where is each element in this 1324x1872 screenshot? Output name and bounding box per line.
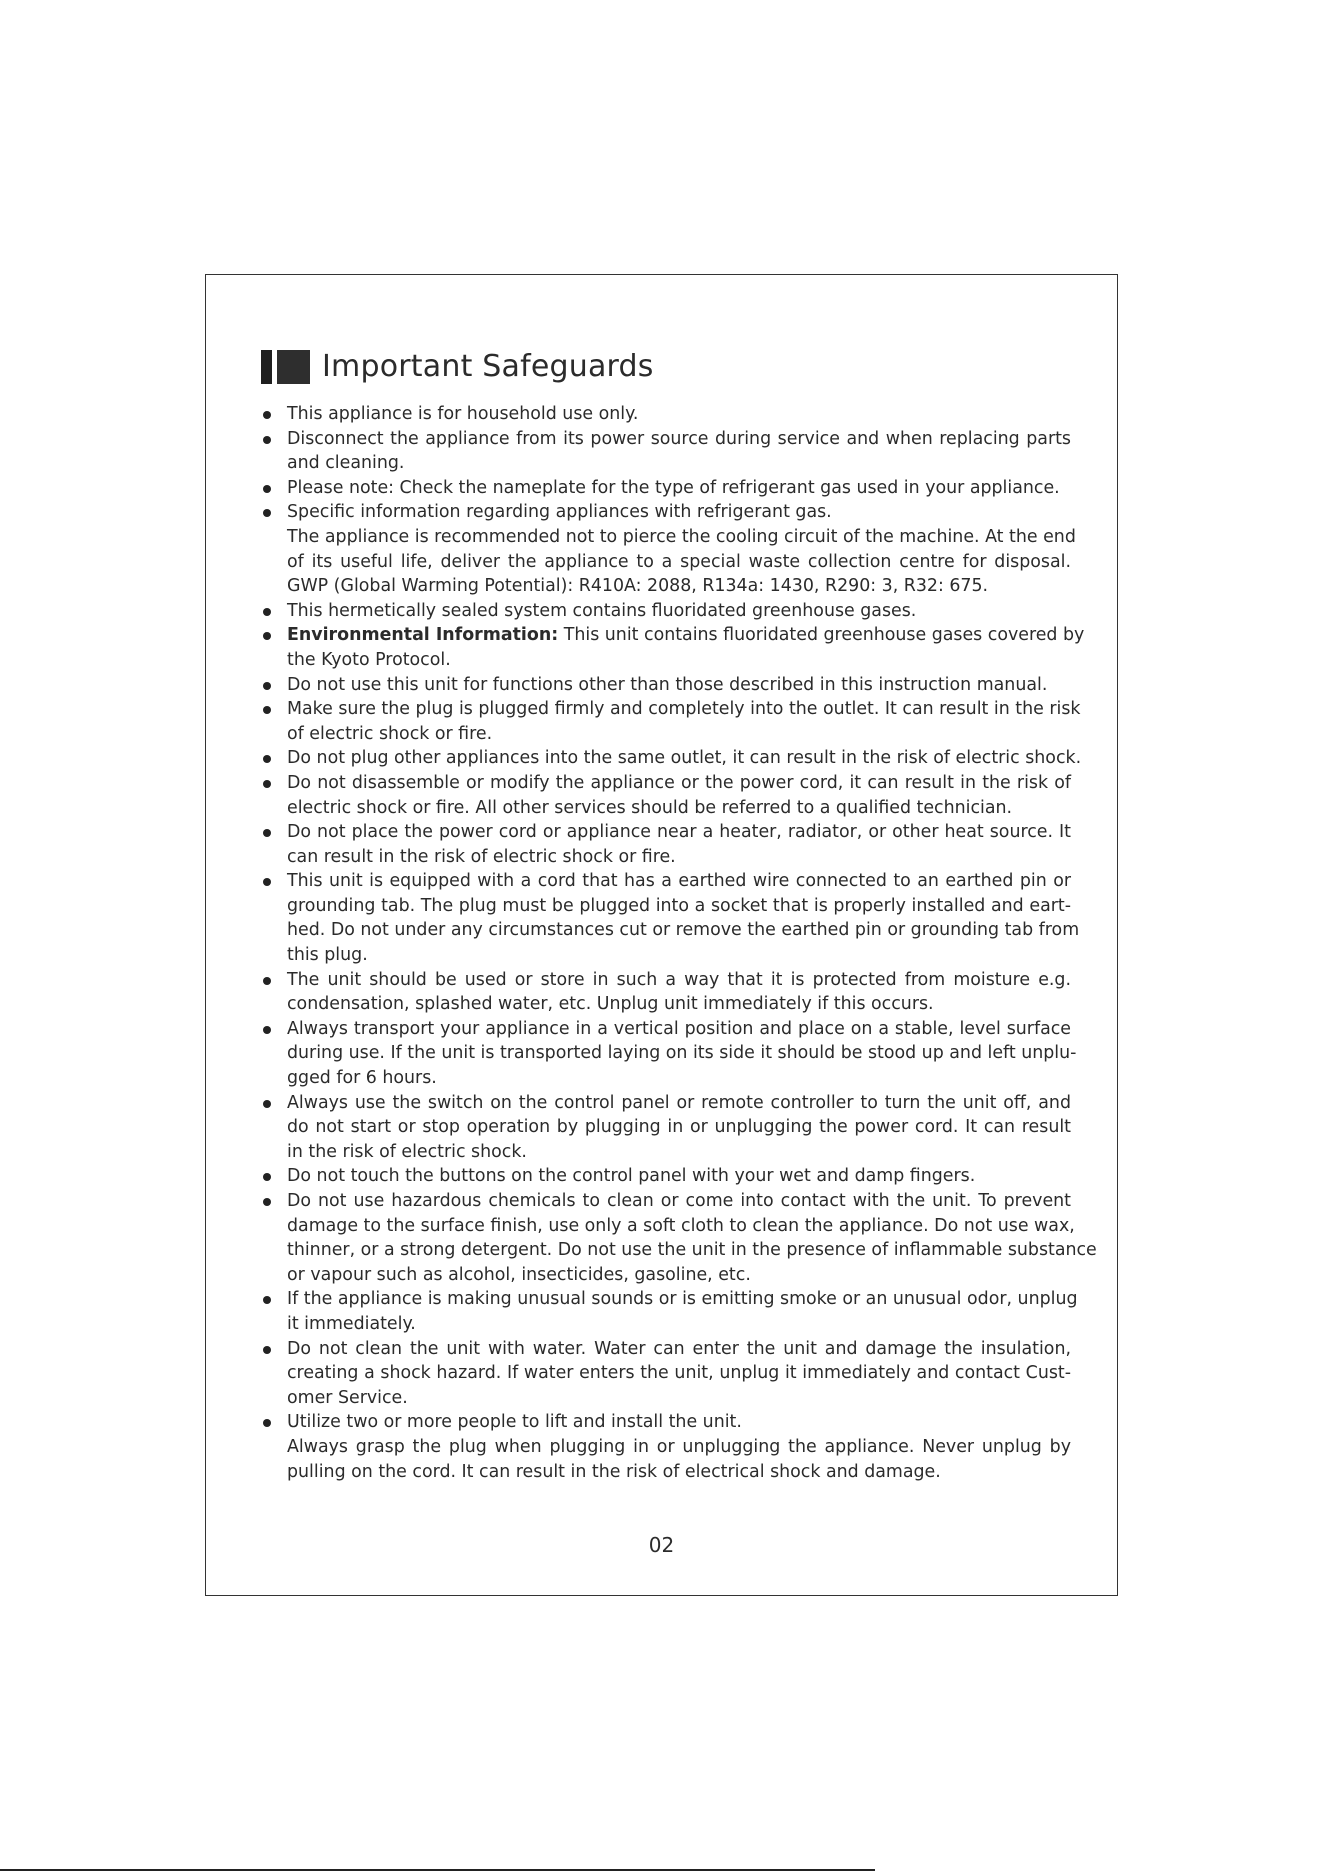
heading-marker-block: [277, 350, 310, 384]
bullet-icon: [263, 755, 271, 763]
list-item: [261, 1091, 1071, 1165]
list-item: [261, 402, 1071, 427]
bullet-icon: [263, 1173, 271, 1181]
list-item: [261, 476, 1071, 501]
bullet-icon: [263, 977, 271, 985]
item-line: creating a shock hazard. If water enters the unit, unplug it immediately and contact Cust-: [287, 1363, 1071, 1384]
item-line: it immediately.: [287, 1313, 416, 1334]
item-line: Always grasp the plug when plugging in or unplugging the appliance. Never unplug by: [287, 1436, 1071, 1457]
bullet-icon: [263, 682, 271, 690]
item-line: electric shock or fire. All other services should be referred to a qualified technician.: [287, 797, 1013, 818]
list-item: [261, 673, 1071, 698]
list-item: [261, 623, 1085, 672]
item-line: this plug.: [287, 945, 368, 966]
item-line: and cleaning.: [287, 453, 405, 474]
bullet-icon: [263, 1346, 271, 1354]
item-line: do not start or stop operation by plugging in or unplugging the power cord. It can result: [287, 1117, 1071, 1138]
bullet-icon: [263, 436, 271, 444]
bullet-icon: [263, 878, 271, 886]
item-line: hed. Do not under any circumstances cut or remove the earthed pin or grounding tab from: [287, 920, 1080, 941]
item-line: thinner, or a strong detergent. Do not use the unit in the presence of inflammable substance: [287, 1240, 1097, 1261]
item-lead-text: Environmental Information:: [287, 625, 559, 646]
bullet-icon: [263, 509, 271, 517]
page-frame: [205, 274, 1118, 1596]
item-line: in the risk of electric shock.: [287, 1141, 527, 1162]
bullet-icon: [263, 485, 271, 493]
bullet-icon: [263, 706, 271, 714]
item-line: If the appliance is making unusual sounds or is emitting smoke or an unusual odor, unplug: [287, 1289, 1078, 1310]
bullet-icon: [263, 1296, 271, 1304]
item-line: Do not plug other appliances into the same outlet, it can result in the risk of electric shock.: [287, 748, 1082, 769]
page-number: 02: [648, 1533, 675, 1557]
heading-marker-bar: [261, 350, 272, 384]
list-item: [261, 869, 1080, 967]
item-line: The unit should be used or store in such a way that it is protected from moisture e.g.: [287, 969, 1071, 990]
bottom-rule: [0, 1869, 875, 1871]
list-item: [261, 746, 1082, 771]
item-line: Specific information regarding appliances with refrigerant gas.: [287, 502, 832, 523]
list-item: [261, 427, 1071, 476]
item-line: This unit is equipped with a cord that has a earthed wire connected to an earthed pin or: [287, 871, 1071, 892]
item-line: Make sure the plug is plugged firmly and completely into the outlet. It can result in the risk: [287, 699, 1081, 720]
bullet-icon: [263, 1026, 271, 1034]
list-item: [261, 1287, 1078, 1336]
list-item: [261, 697, 1081, 746]
list-item-continuation: [261, 525, 1076, 599]
item-line: grounding tab. The plug must be plugged into a socket that is properly installed and eart-: [287, 895, 1071, 916]
item-line: Please note: Check the nameplate for the type of refrigerant gas used in your appliance.: [287, 477, 1060, 498]
safeguards-list: [261, 402, 1097, 1484]
item-line: Do not disassemble or modify the appliance or the power cord, it can result in the risk of: [287, 772, 1071, 793]
bullet-icon: [263, 1419, 271, 1427]
section-heading: [261, 349, 654, 384]
bullet-icon: [263, 1198, 271, 1206]
list-item-continuation: [261, 1435, 1071, 1484]
item-line: Always use the switch on the control panel or remote controller to turn the unit off, and: [287, 1092, 1071, 1113]
item-line: can result in the risk of electric shock or fire.: [287, 846, 676, 867]
item-line: Utilize two or more people to lift and install the unit.: [287, 1412, 742, 1433]
item-line: the Kyoto Protocol.: [287, 649, 451, 670]
list-item: [261, 1017, 1077, 1091]
item-line: damage to the surface finish, use only a soft cloth to clean the appliance. Do not use wax,: [287, 1215, 1075, 1236]
bullet-icon: [263, 608, 271, 616]
item-line: This hermetically sealed system contains fluoridated greenhouse gases.: [287, 600, 917, 621]
section-title: Important Safeguards: [322, 349, 654, 384]
item-line: Do not place the power cord or appliance near a heater, radiator, or other heat source. It: [287, 822, 1071, 843]
list-item: [261, 1189, 1097, 1287]
bullet-icon: [263, 780, 271, 788]
item-line: Do not clean the unit with water. Water can enter the unit and damage the insulation,: [287, 1338, 1071, 1359]
item-line: Do not use this unit for functions other than those described in this instruction manual.: [287, 674, 1048, 695]
list-item: [261, 500, 1071, 525]
item-line: pulling on the cord. It can result in the risk of electrical shock and damage.: [287, 1461, 941, 1482]
bullet-icon: [263, 632, 271, 640]
bullet-icon: [263, 1100, 271, 1108]
list-item: [261, 1410, 1071, 1435]
item-line: during use. If the unit is transported laying on its side it should be stood up and left unplu-: [287, 1043, 1077, 1064]
item-line: The appliance is recommended not to pierce the cooling circuit of the machine. At the end: [287, 526, 1076, 547]
item-line: [287, 623, 1085, 648]
item-line: of electric shock or fire.: [287, 723, 493, 744]
item-text: This unit contains fluoridated greenhouse gases covered by: [558, 625, 1085, 646]
bullet-icon: [263, 829, 271, 837]
item-line: omer Service.: [287, 1387, 408, 1408]
item-line: or vapour such as alcohol, insecticides, gasoline, etc.: [287, 1264, 751, 1285]
item-line: gged for 6 hours.: [287, 1068, 437, 1089]
item-line: Always transport your appliance in a vertical position and place on a stable, level surface: [287, 1018, 1071, 1039]
list-item: [261, 599, 1071, 624]
list-item: [261, 968, 1071, 1017]
list-item: [261, 771, 1071, 820]
list-item: [261, 1164, 1071, 1189]
item-line: Disconnect the appliance from its power source during service and when replacing parts: [287, 428, 1071, 449]
item-line: GWP (Global Warming Potential): R410A: 2088, R134a: 1430, R290: 3, R32: 675.: [287, 576, 989, 597]
bullet-icon: [263, 411, 271, 419]
item-line: Do not touch the buttons on the control panel with your wet and damp fingers.: [287, 1166, 976, 1187]
item-line: condensation, splashed water, etc. Unplug unit immediately if this occurs.: [287, 994, 934, 1015]
item-line: of its useful life, deliver the appliance to a special waste collection centre for disposal.: [287, 551, 1071, 572]
item-line: This appliance is for household use only.: [287, 404, 639, 424]
heading-marker-icon: [261, 350, 310, 384]
item-line: Do not use hazardous chemicals to clean or come into contact with the unit. To prevent: [287, 1191, 1071, 1211]
list-item: [261, 1337, 1071, 1411]
list-item: [261, 820, 1071, 869]
